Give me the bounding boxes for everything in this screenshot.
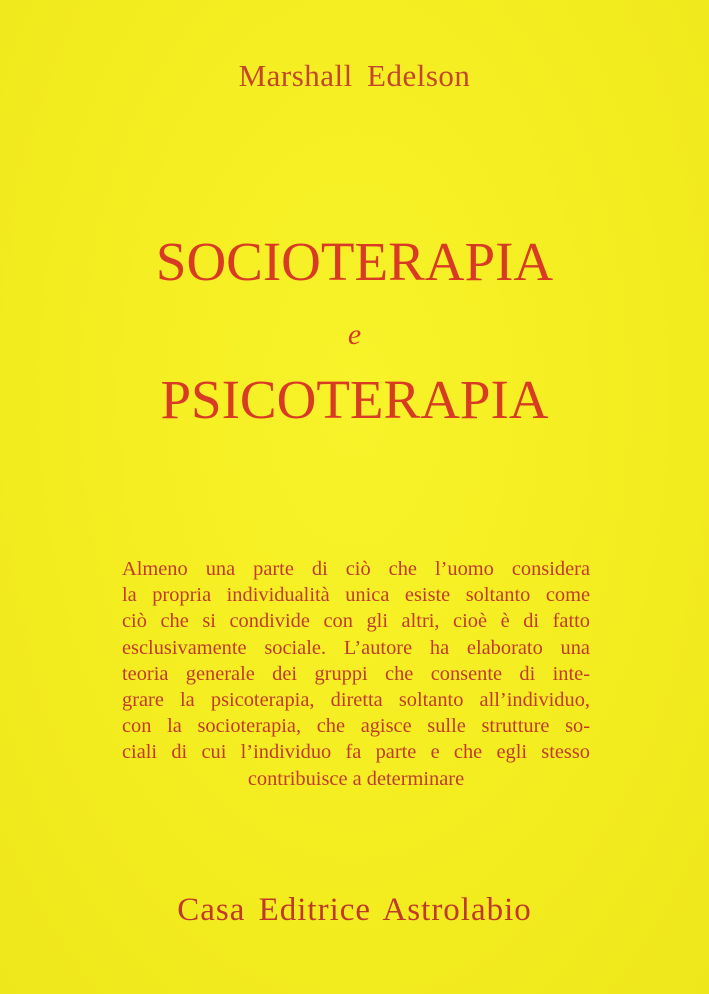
blurb-line: con la socioterapia, che agisce sulle strutture so- (122, 715, 590, 738)
blurb-line: ciò che si condivide con gli altri, cioè è di fatto (122, 610, 590, 633)
blurb-line: ciali di cui l’individuo fa parte e che egli stesso (122, 741, 590, 764)
blurb-line: la propria individualità unica esiste soltanto come (122, 584, 590, 607)
title-conjunction: e (347, 318, 362, 351)
blurb-text (122, 556, 590, 792)
blurb-line: grare la psicoterapia, diretta soltanto all’individuo, (122, 689, 590, 712)
blurb-line: esclusivamente sociale. L’autore ha elaborato una (122, 636, 590, 659)
publisher-name: Casa Editrice Astrolabio (177, 892, 532, 928)
blurb-line: contribuisce a determinare (247, 767, 465, 790)
title-line-1: SOCIOTERAPIA (155, 231, 554, 292)
author-name: Marshall Edelson (238, 58, 471, 93)
title-line-2: PSICOTERAPIA (160, 369, 549, 430)
blurb-line: teoria generale dei gruppi che consente di inte- (122, 662, 590, 685)
blurb-line: Almeno una parte di ciò che l’uomo considera (122, 558, 590, 580)
